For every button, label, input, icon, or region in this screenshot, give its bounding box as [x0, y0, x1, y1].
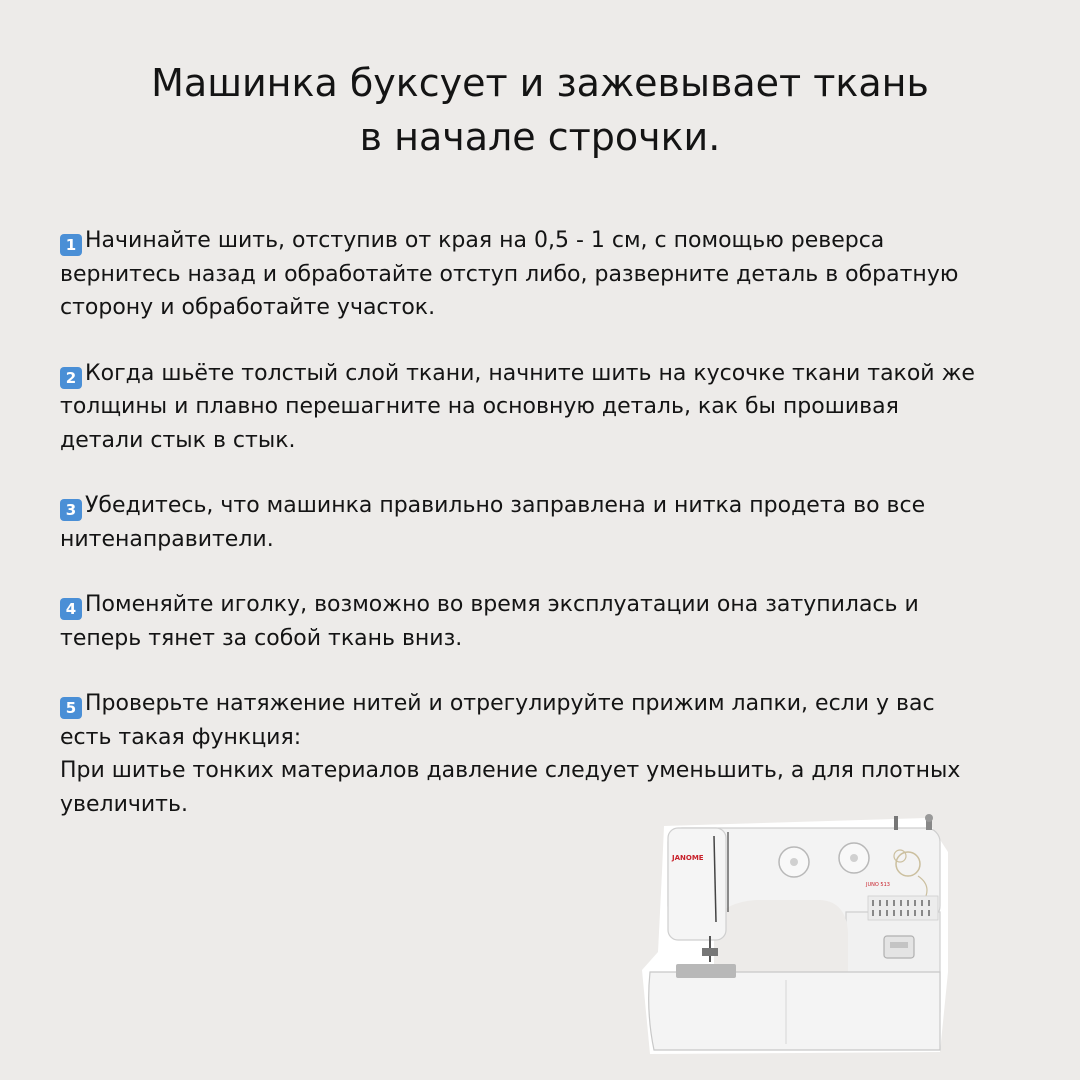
number-2-icon: 2 — [60, 367, 82, 389]
machine-brand: JANOME — [672, 854, 704, 862]
tip-text: нитенаправители. — [60, 526, 274, 552]
tip-text: детали стык в стык. — [60, 427, 296, 453]
number-3-icon: 3 — [60, 499, 82, 521]
tip-text: теперь тянет за собой ткань вниз. — [60, 625, 463, 651]
tip-item — [60, 224, 1045, 325]
tips-list — [60, 224, 1045, 853]
tip-text: есть такая функция: — [60, 724, 302, 750]
tip-text: Когда шьёте толстый слой ткани, начните шить на кусочке ткани такой же — [85, 360, 975, 386]
tip-text: При шитье тонких материалов давление следует уменьшить, а для плотных — [60, 758, 961, 783]
tip-item — [60, 588, 1045, 655]
tip-item — [60, 489, 1045, 556]
tip-text: вернитесь назад и обработайте отступ либо, разверните деталь в обратную — [60, 261, 959, 287]
title-line-2: в начале строчки. — [359, 115, 721, 159]
tip-text: толщины и плавно перешагните на основную деталь, как бы прошивая — [60, 394, 899, 419]
number-4-icon: 4 — [60, 598, 82, 620]
sewing-machine-image — [636, 812, 952, 1058]
number-5-icon: 5 — [60, 697, 82, 719]
tip-text: сторону и обработайте участок. — [60, 295, 436, 320]
tip-text: Проверьте натяжение нитей и отрегулируйте прижим лапки, если у вас — [85, 691, 935, 716]
tip-text: Начинайте шить, отступив от края на 0,5 - 1 см, с помощью реверса — [85, 228, 885, 253]
page-title — [0, 56, 1080, 164]
tip-item — [60, 687, 1045, 821]
tip-text: Поменяйте иголку, возможно во время эксплуатации она затупилась и — [85, 592, 919, 617]
number-1-icon: 1 — [60, 234, 82, 256]
title-line-1: Машинка буксует и зажевывает ткань — [151, 61, 929, 105]
tip-item — [60, 357, 1045, 458]
tip-text: Убедитесь, что машинка правильно заправлена и нитка продета во все — [85, 493, 926, 518]
tip-text: увеличить. — [60, 791, 188, 817]
machine-model: JUNO 513 — [866, 882, 890, 888]
